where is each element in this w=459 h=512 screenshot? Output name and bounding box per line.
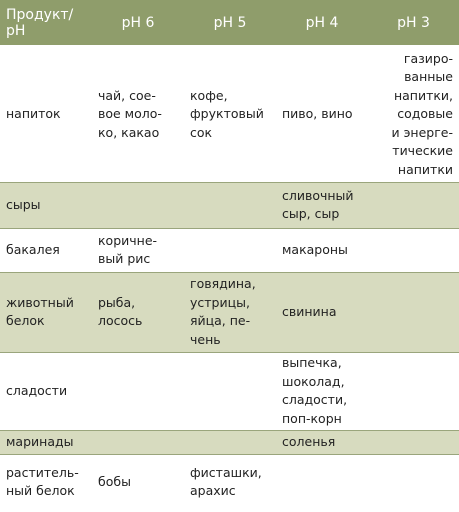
row-label: сладости — [0, 352, 92, 430]
table-row-rastitelny-belok — [0, 454, 459, 510]
table-row-sladosti — [0, 352, 459, 430]
table-cell: соленья — [276, 430, 368, 454]
table-cell: рыба, лосось — [92, 272, 184, 352]
table-cell: кофе, фруктовый сок — [184, 46, 276, 182]
table-row-bakaleya — [0, 228, 459, 272]
table-cell: газиро- ванные напитки, содовые и энерге- тические напитки — [368, 46, 459, 182]
table-cell — [92, 182, 184, 228]
table-row-napitok — [0, 46, 459, 182]
table-cell: фисташки, арахис — [184, 454, 276, 510]
column-header-2: pH 5 — [184, 0, 276, 46]
column-header-1: pH 6 — [92, 0, 184, 46]
table-cell: макароны — [276, 228, 368, 272]
table-cell — [276, 454, 368, 510]
column-header-4: pH 3 — [368, 0, 459, 46]
row-label: напиток — [0, 46, 92, 182]
table-cell — [368, 430, 459, 454]
table-row-syry — [0, 182, 459, 228]
table-body — [0, 46, 459, 510]
row-label: бакалея — [0, 228, 92, 272]
table-row-marinady — [0, 430, 459, 454]
table-cell — [184, 352, 276, 430]
column-header-3: pH 4 — [276, 0, 368, 46]
row-label: маринады — [0, 430, 92, 454]
table-cell — [368, 272, 459, 352]
table-cell — [368, 228, 459, 272]
table-cell: сливочный сыр, сыр — [276, 182, 368, 228]
table-cell — [368, 352, 459, 430]
table-cell — [368, 454, 459, 510]
row-label: животный белок — [0, 272, 92, 352]
table-cell: говядина, устрицы, яйца, пе- чень — [184, 272, 276, 352]
table-cell: пиво, вино — [276, 46, 368, 182]
table-cell: бобы — [92, 454, 184, 510]
column-header-0: Продукт/ pH — [0, 0, 92, 46]
table-cell — [368, 182, 459, 228]
table-row-zhivotny-belok — [0, 272, 459, 352]
table-header-row — [0, 0, 459, 46]
table-cell — [92, 430, 184, 454]
table-cell — [92, 352, 184, 430]
table-cell — [184, 430, 276, 454]
table-cell: чай, сое- вое моло- ко, какао — [92, 46, 184, 182]
table-cell: выпечка, шоколад, сладости, поп-корн — [276, 352, 368, 430]
table-cell — [184, 182, 276, 228]
row-label: сыры — [0, 182, 92, 228]
row-label: раститель- ный белок — [0, 454, 92, 510]
table-cell: коричне- вый рис — [92, 228, 184, 272]
table-cell — [184, 228, 276, 272]
table-cell: свинина — [276, 272, 368, 352]
